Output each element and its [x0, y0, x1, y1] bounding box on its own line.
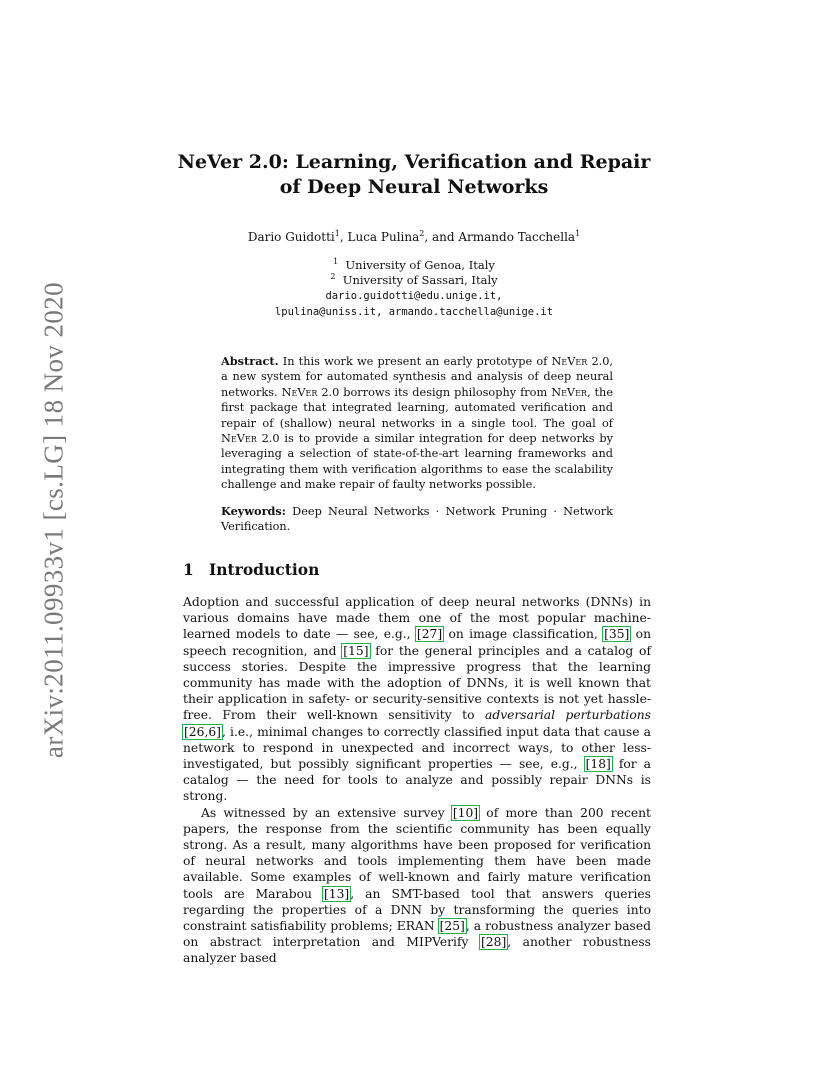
paragraph — [183, 805, 651, 967]
citation-link[interactable]: [15] — [343, 643, 369, 658]
affiliation-name: University of Sassari, Italy — [342, 273, 498, 287]
email-line: lpulina@uniss.it, armando.tacchella@unige.it — [274, 305, 554, 318]
email-line: dario.guidotti@edu.unige.it, — [325, 290, 503, 302]
citation-link[interactable]: [28] — [481, 935, 507, 950]
citation-link[interactable]: [18] — [585, 757, 611, 772]
body-text: for a catalog — the need for tools to analyze and possibly repair DNNs is strong. — [183, 757, 652, 804]
author-affil-mark: 2 — [419, 229, 425, 238]
affiliations — [0, 258, 828, 288]
body-text: , another robustness analyzer based — [183, 935, 651, 966]
tool-name: NeVer — [551, 385, 587, 399]
author-separator: , — [339, 230, 348, 244]
author-emails — [0, 289, 828, 320]
paragraph — [183, 594, 651, 805]
body-text: , a robustness analyzer based on abstract interpretation and MIPVerify — [183, 919, 651, 950]
author-name: Dario Guidotti — [247, 230, 335, 244]
section-heading — [183, 560, 319, 579]
body-text: Adoption and successful application of deep neural networks (DNNs) in various domains have made them one of the most popular machine-learned models to date — see, e.g., — [183, 595, 651, 642]
affiliation-line — [0, 258, 828, 273]
title-line-1: NeVer 2.0: Learning, Verification and Repair — [177, 151, 651, 173]
body-text: on image classification, — [443, 627, 604, 642]
body-text: of more than 200 recent papers, the response from the scientific community has been equally strong. As a result, many algorithms have been proposed for verification of neural networks and tools implementing them have been made available. Some examples of well-known and fairly mature verification tools are Marabou — [183, 805, 651, 901]
citation-link[interactable]: [13] — [323, 886, 350, 901]
arxiv-identifier: arXiv:2011.09933v1 [cs.LG] 18 Nov 2020 — [38, 281, 69, 759]
section-title: Introduction — [209, 560, 320, 579]
citation-link[interactable]: [10] — [452, 805, 479, 820]
abstract-text: 2.0 is to provide a similar integration for deep networks by leveraging a selection of state-of-the-art learning frameworks and integrating them with verification algorithms to ease the scalability challenge and make repair of faulty networks possible. — [221, 432, 613, 492]
abstract-text: In this work we present an early prototype of — [278, 355, 552, 368]
section-number: 1 — [183, 560, 194, 579]
paper-title — [0, 150, 828, 200]
body-text: , i.e., minimal changes to correctly classified input data that cause a network to respond in unexpected and incorrect ways, to other less-investigated, but possibly significant properties — see, e.g., — [183, 724, 651, 772]
author-affil-mark: 1 — [334, 229, 340, 238]
citation-link[interactable]: [25] — [439, 919, 465, 934]
abstract-label: Abstract. — [221, 354, 279, 368]
emphasized-term: adversarial perturbations — [485, 708, 651, 723]
author-name: Armando Tacchella — [458, 230, 576, 244]
body-text: for the general principles and a catalog of success stories. Despite the impressive progress that the learning community has made with the adoption of DNNs, it is well known that their application in safety- or security-sensitive contexts is not yet hassle-free. From their well-known sensitivity to — [183, 643, 652, 723]
affiliation-line — [0, 273, 828, 288]
abstract-text: , the first package that integrated learning, automated verification and repair of (shallow) neural networks in a single tool. The goal of — [221, 385, 614, 430]
author-separator: , and — [424, 230, 459, 244]
citation-link[interactable]: [26,6] — [184, 724, 221, 739]
tool-name: NeVer — [551, 355, 588, 368]
citation-link[interactable]: [35] — [604, 627, 630, 642]
author-affil-mark: 1 — [575, 229, 581, 238]
tool-name: NeVer — [221, 432, 257, 446]
keywords-text: Deep Neural Networks · Network Pruning · Network Verification. — [221, 505, 613, 534]
abstract-text: 2.0 borrows its design philosophy from — [317, 385, 552, 399]
affiliation-mark: 2 — [330, 272, 336, 282]
abstract — [221, 354, 613, 493]
abstract-text: 2.0, a new system for automated synthesis and analysis of deep neural networks. — [221, 355, 613, 399]
body-text: As witnessed by an extensive survey — [201, 805, 452, 820]
body-text: on speech recognition, and — [183, 627, 651, 658]
keywords-label: Keywords: — [221, 504, 286, 518]
author-list — [0, 229, 828, 245]
tool-name: NeVer — [281, 385, 318, 399]
author-name: Luca Pulina — [347, 230, 420, 244]
keywords — [221, 504, 613, 535]
title-line-2: of Deep Neural Networks — [279, 176, 549, 198]
citation-link[interactable]: [27] — [416, 627, 443, 642]
introduction-body — [183, 594, 651, 967]
affiliation-mark: 1 — [333, 257, 339, 267]
affiliation-name: University of Genoa, Italy — [345, 258, 495, 272]
body-text: , an SMT-based tool that answers queries regarding the properties of a DNN by transforming the queries into constraint satisfiability problems; ERAN — [183, 886, 651, 934]
